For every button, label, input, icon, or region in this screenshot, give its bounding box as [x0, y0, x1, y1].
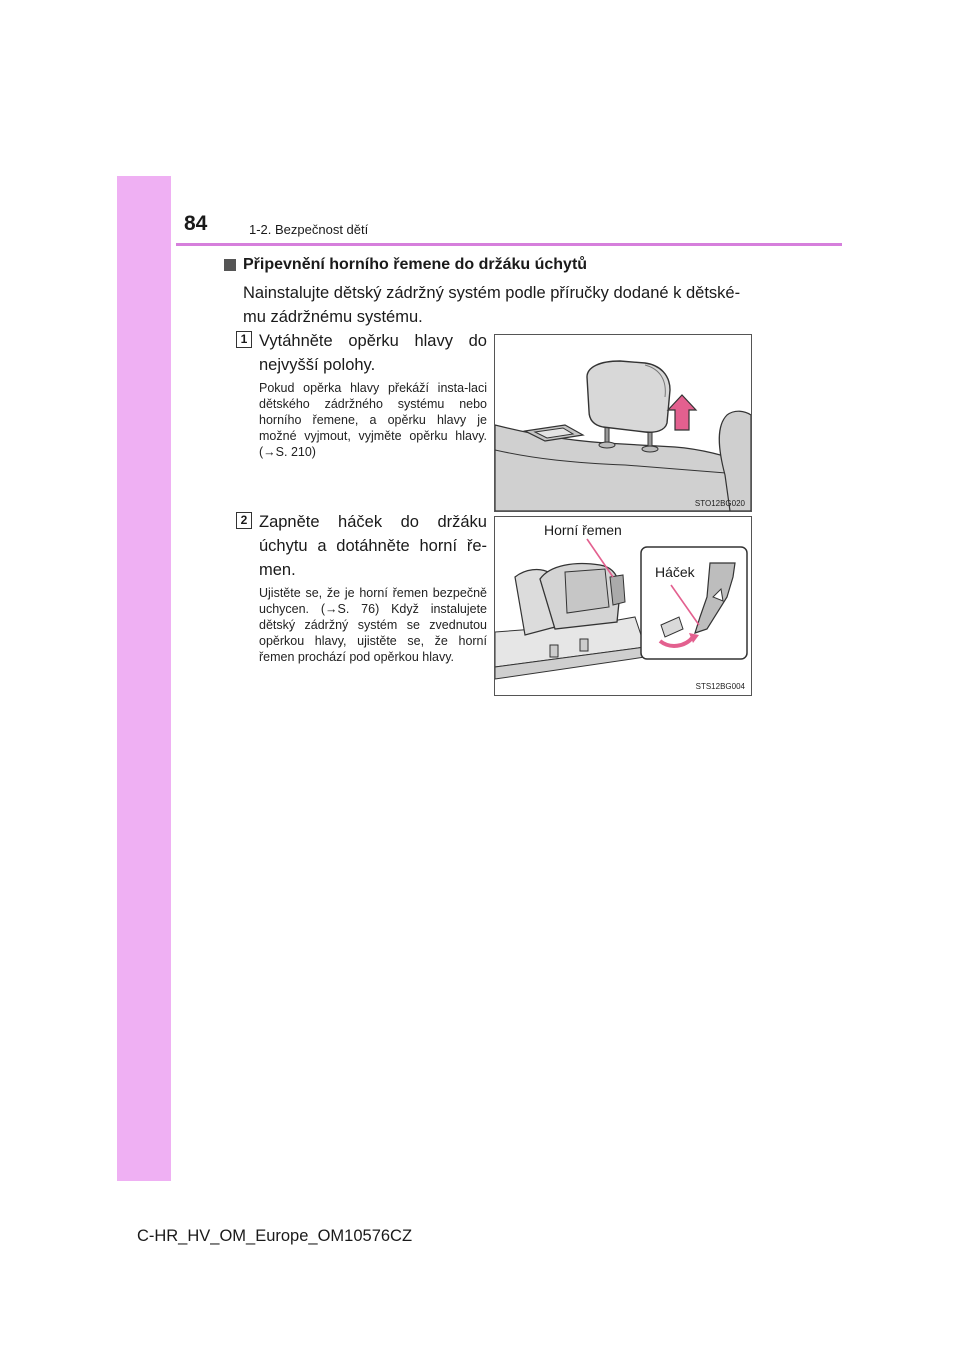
step-1-note: Pokud opěrka hlavy překáží insta-laci dětského zádržného systému nebo horního řemene, a opěrku hlavy je možné vyjmout, vyjměte opěrku hlavy. (→S. 210): [259, 381, 487, 459]
intro-paragraph: Nainstalujte dětský zádržný systém podle příručky dodané k dětské-mu zádržnému systému.: [243, 284, 741, 326]
step-2-note: Ujistěte se, že je horní řemen bezpečně uchycen. (→S. 76) Když instalujete dětský zádržný systém se zvednutou opěrkou hlavy, ujistěte se, že horní řemen prochází pod opěrkou hlavy.: [259, 586, 487, 664]
label-hook: Háček: [655, 564, 695, 580]
step-2-instruction: Zapněte háček do držáku úchytu a dotáhněte horní ře-men.: [259, 513, 487, 579]
header-rule: [176, 243, 842, 246]
step-2-badge: 2: [236, 512, 252, 529]
subsection-heading: [224, 256, 587, 274]
tether-figure: [494, 516, 752, 696]
heading-text: Připevnění horního řemene do držáku úchytů: [243, 256, 588, 273]
headrest-figure: [494, 334, 752, 512]
figure-1-code: STO12BG020: [694, 499, 745, 508]
document-footer: C-HR_HV_OM_Europe_OM10576CZ: [136, 1227, 413, 1245]
label-top-strap: Horní řemen: [544, 522, 622, 538]
section-side-tab: [117, 176, 171, 1181]
square-bullet-icon: [224, 259, 236, 271]
section-title: 1-2. Bezpečnost dětí: [249, 222, 369, 237]
step-1-instruction: Vytáhněte opěrku hlavy do nejvyšší polohy.: [259, 332, 487, 374]
figure-2-code: STS12BG004: [695, 682, 745, 691]
page-number: 84: [184, 212, 208, 235]
step-1-badge: 1: [236, 331, 252, 348]
